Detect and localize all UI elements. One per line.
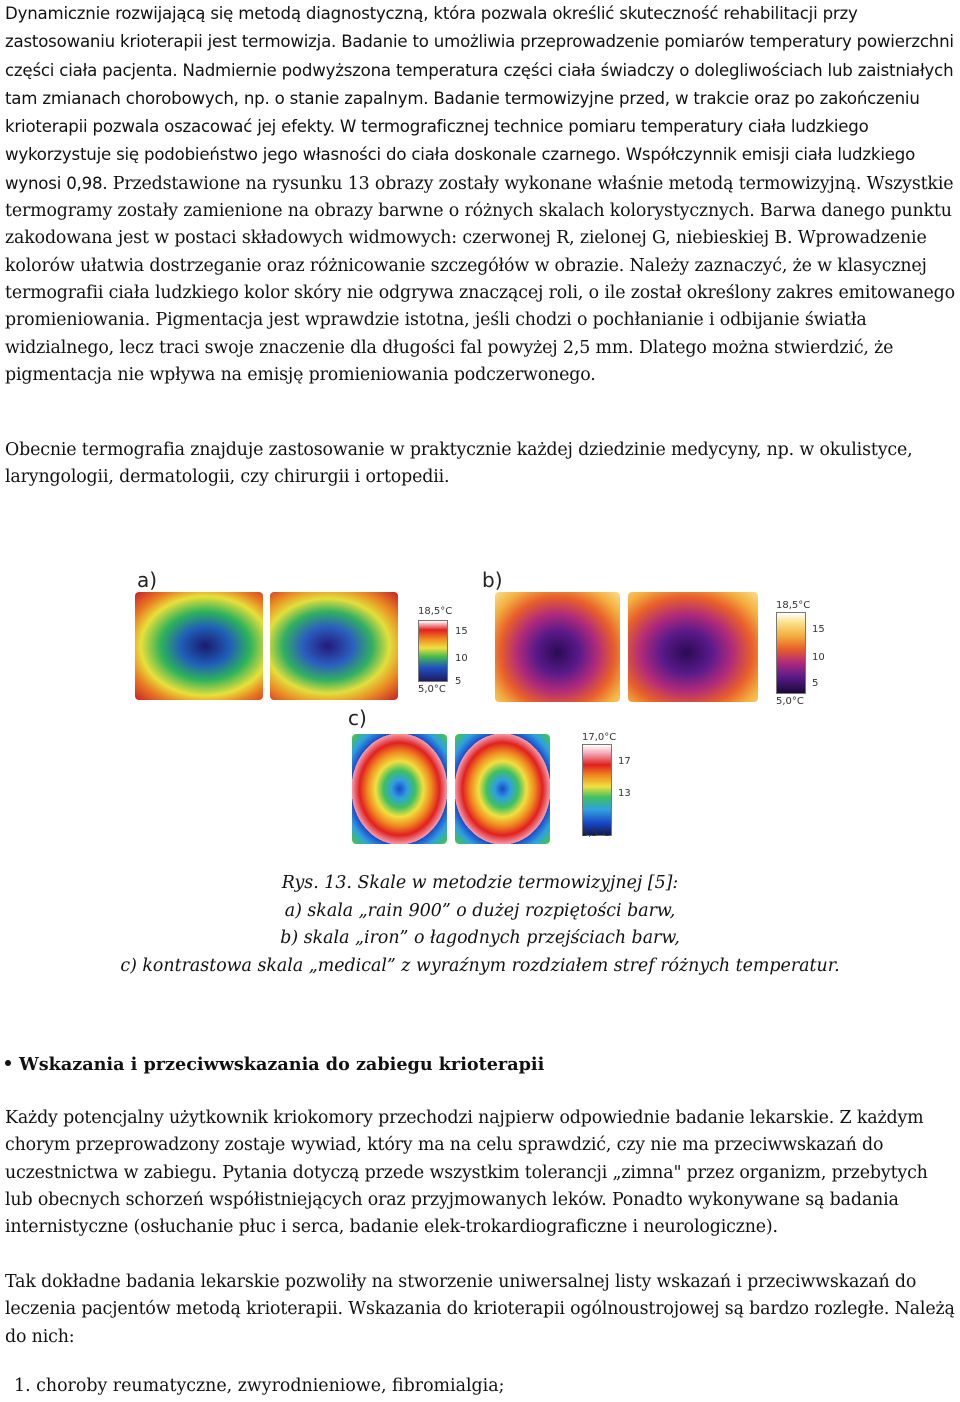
color-scale-iron: [776, 612, 806, 694]
intro-paragraph-2: [5, 437, 955, 492]
caption-item-b: b) skala „iron” o łagodnych przejściach barw,: [280, 928, 680, 949]
intro-text-sans: Dynamicznie rozwijającą się metodą diagnostyczną, która pozwala określić skuteczność rehabilitacji przy zastosowaniu krioterapii jest termowizja. Badanie to umożliwia przeprowadzenie pomiarów temperatury powierzchni części ciała pacjenta. Nadmiernie podwyższona temperatura części ciała świadczy o dolegliwościach lub zaistniałych tam zmianach chorobowych, np. o stanie zapalnym. Badanie termowizyjne przed, w trakcie oraz po zakończeniu krioterapii pozwala oszacować jej efekty. W termograficznej technice pomiaru temperatury ciała ludzkiego wykorzystuje się podobieństwo jego własności do ciała doskonale czarnego. Współczynnik emisji ciała ludzkiego wynosi 0,98.: [5, 4, 954, 193]
thermogram-a-left: [135, 592, 263, 700]
section-paragraph-1: [5, 1105, 955, 1241]
thermogram-figure: [0, 560, 960, 860]
figure-caption: [0, 870, 960, 980]
scale-c-min: 5,5°C: [582, 828, 610, 839]
intro-text-serif: Przedstawione na rysunku 13 obrazy zostały wykonane właśnie metodą termowizyjną. Wszystkie termogramy zostały zamienione na obrazy barwne o różnych skalach kolorystycznych. Barwa danego punktu zakodowana jest w postaci składowych widmowych: czerwonej R, zielonej G, niebieskiej B. Wprowadzenie kolorów ułatwia dostrzeganie oraz różnicowanie szczegółów w obrazie. Należy zaznaczyć, że w klasycznej termografii ciała ludzkiego kolor skóry nie odgrywa znaczącej roli, o ile został określony zakres emitowanego promieniowania. Pigmentacja jest wprawdzie istotna, jeśli chodzi o pochłanianie i odbijanie światła widzialnego, lecz traci swoje znaczenie dla długości fal powyżej 2,5 mm. Dlatego można stwierdzić, że pigmentacja nie wpływa na emisję promieniowania podczerwonego.: [5, 173, 955, 385]
thermogram-b-left: [495, 592, 620, 702]
bullet-icon: [5, 1060, 11, 1066]
scale-b-tick-3: 5: [812, 678, 819, 689]
thermogram-c-left: [352, 734, 447, 844]
scale-b-min: 5,0°C: [776, 696, 804, 707]
scale-b-max: 18,5°C: [776, 600, 811, 611]
section-paragraph-1-text: Każdy potencjalny użytkownik kriokomory przechodzi najpierw odpowiednie badanie lekarskie. Z każdym chorym przeprowadzony zostaje wywiad, który ma na celu sprawdzić, czy nie ma przeciwwskazań do uczestnictwa w zabiegu. Pytania dotyczą przede wszystkim tolerancji „zimna" przez organizm, przebytych lub obecnych schorzeń współistniejących oraz przyjmowanych leków. Ponadto wykonywane są badania internistyczne (osłuchanie płuc i serca, badanie elek-trokardiograficzne i neurologiczne).: [5, 1108, 928, 1238]
scale-c-max: 17,0°C: [582, 732, 617, 743]
scale-b-tick-2: 10: [812, 652, 825, 663]
section-heading-text: Wskazania i przeciwwskazania do zabiegu krioterapii: [19, 1054, 545, 1075]
list-item-number: 1.: [14, 1376, 31, 1396]
scale-a-tick-1: 15: [455, 626, 468, 637]
section-paragraph-2-text: Tak dokładne badania lekarskie pozwoliły na stworzenie uniwersalnej listy wskazań i przeciwwskazań do leczenia pacjentów metodą krioterapii. Wskazania do krioterapii ogólnoustrojowej są bardzo rozległe. Należą do nich:: [5, 1272, 955, 1347]
panel-c-label: c): [348, 706, 367, 730]
scale-a-min: 5,0°C: [418, 684, 446, 695]
caption-title: Rys. 13. Skale w metodzie termowizyjnej [5]:: [281, 873, 679, 893]
scale-a-tick-3: 5: [455, 676, 462, 687]
scale-c-tick-2: 13: [618, 788, 631, 799]
intro-paragraph-1: [5, 0, 955, 389]
thermogram-a-right: [270, 592, 398, 700]
thermogram-b-right: [628, 592, 758, 702]
indications-list: [14, 1376, 504, 1396]
thermogram-c-right: [455, 734, 550, 844]
caption-item-a: a) skala „rain 900” o dużej rozpiętości barw,: [284, 900, 676, 921]
scale-a-tick-2: 10: [455, 653, 468, 664]
scale-b-tick-1: 15: [812, 624, 825, 635]
list-item-text: choroby reumatyczne, zwyrodnieniowe, fibromialgia;: [36, 1376, 505, 1396]
caption-item-c: c) kontrastowa skala „medical” z wyraźnym rozdziałem stref różnych temperatur.: [120, 955, 840, 976]
panel-b-label: b): [482, 568, 503, 592]
color-scale-medical: [582, 744, 612, 836]
panel-a-label: a): [137, 568, 158, 592]
scale-a-max: 18,5°C: [418, 606, 453, 617]
color-scale-rain: [418, 620, 448, 682]
section-paragraph-2: [5, 1269, 955, 1351]
intro-text-applications: Obecnie termografia znajduje zastosowanie w praktycznie każdej dziedzinie medycyny, np. w okulistyce, laryngologii, dermatologii, czy chirurgii i ortopedii.: [5, 440, 913, 488]
scale-c-tick-1: 17: [618, 756, 631, 767]
section-heading: [5, 1054, 544, 1075]
